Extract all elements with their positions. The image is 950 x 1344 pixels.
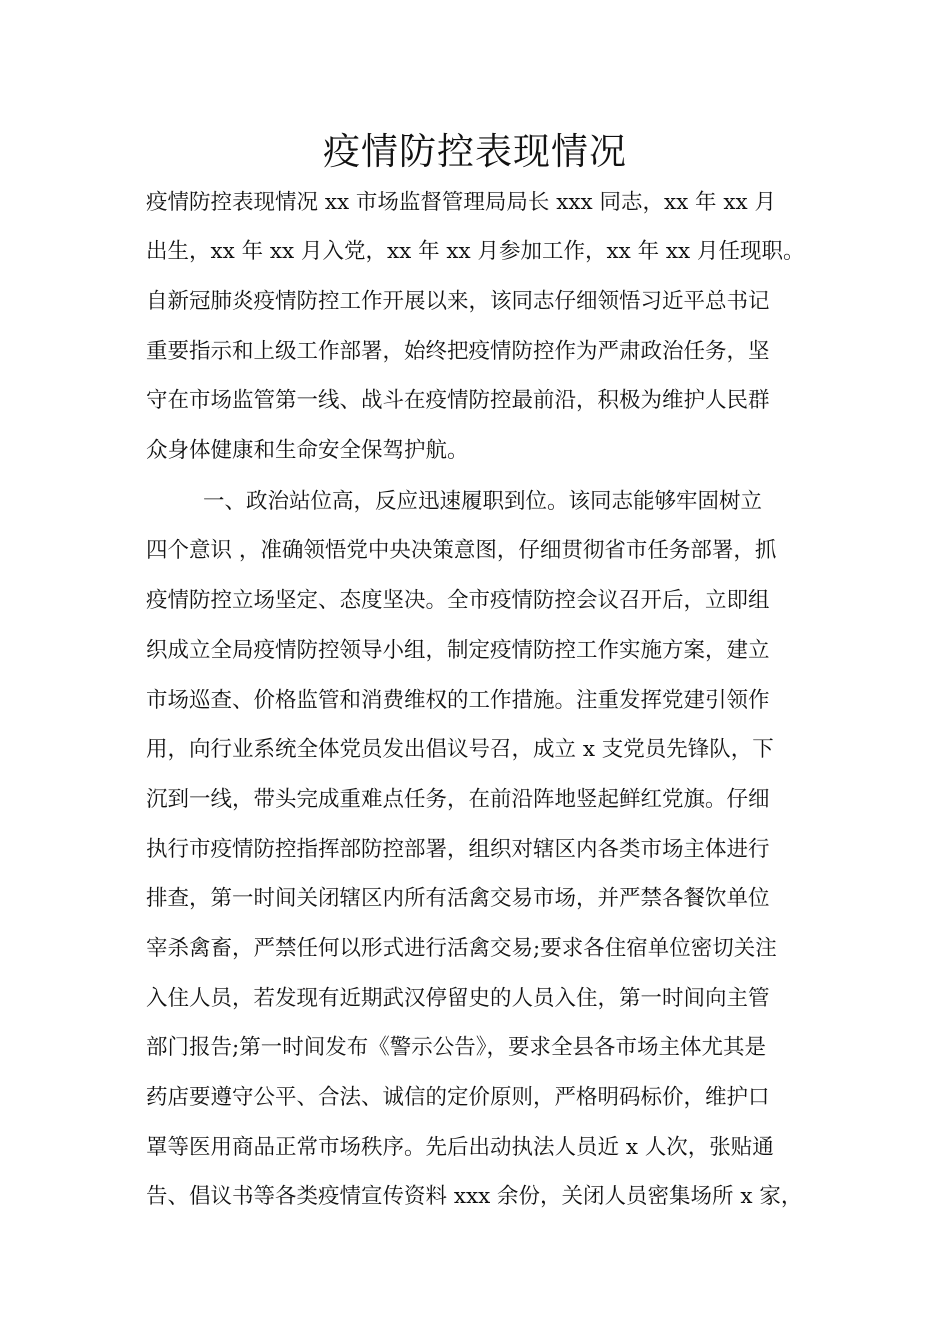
paragraph-line: 重要指示和上级工作部署，始终把疫情防控作为严肃政治任务，坚 bbox=[146, 339, 770, 364]
paragraph-line: 药店要遵守公平、合法、诚信的定价原则，严格明码标价，维护口 bbox=[146, 1085, 770, 1110]
paragraph-line: 四个意识 ，准确领悟党中央决策意图，仔细贯彻省市任务部署，抓 bbox=[146, 538, 777, 563]
paragraph-line: 告、倡议书等各类疫情宣传资料 xxx 余份，关闭人员密集场所 x 家， bbox=[146, 1184, 803, 1209]
paragraph-line: 出生，xx 年 xx 月入党，xx 年 xx 月参加工作，xx 年 xx 月任现职。 bbox=[146, 239, 805, 264]
paragraph-line: 入住人员，若发现有近期武汉停留史的人员入住，第一时间向主管 bbox=[146, 986, 770, 1011]
paragraph-line: 部门报告;第一时间发布《警示公告》，要求全县各市场主体尤其是 bbox=[146, 1035, 766, 1060]
document-title: 疫情防控表现情况 bbox=[323, 130, 627, 173]
paragraph-line: 疫情防控立场坚定、态度坚决。全市疫情防控会议召开后，立即组 bbox=[146, 588, 770, 613]
paragraph-line: 罩等医用商品正常市场秩序。先后出动执法人员近 x 人次，张贴通 bbox=[146, 1135, 774, 1160]
paragraph-line: 市场巡查、价格监管和消费维权的工作措施。注重发挥党建引领作 bbox=[146, 688, 770, 713]
paragraph-line: 守在市场监管第一线、战斗在疫情防控最前沿，积极为维护人民群 bbox=[146, 388, 770, 413]
paragraph-line: 用，向行业系统全体党员发出倡议号召，成立 x 支党员先锋队，下 bbox=[146, 737, 774, 762]
paragraph-line: 疫情防控表现情况 xx 市场监督管理局局长 xxx 同志，xx 年 xx 月 bbox=[146, 190, 776, 215]
paragraph-line: 排查，第一时间关闭辖区内所有活禽交易市场，并严禁各餐饮单位 bbox=[146, 886, 770, 911]
paragraph-line: 宰杀禽畜，严禁任何以形式进行活禽交易;要求各住宿单位密切关注 bbox=[146, 936, 777, 961]
paragraph-line: 一、政治站位高，反应迅速履职到位。该同志能够牢固树立 bbox=[203, 489, 763, 514]
paragraph-line: 织成立全局疫情防控领导小组，制定疫情防控工作实施方案，建立 bbox=[146, 638, 770, 663]
paragraph-line: 执行市疫情防控指挥部防控部署，组织对辖区内各类市场主体进行 bbox=[146, 837, 770, 862]
paragraph-line: 沉到一线，带头完成重难点任务，在前沿阵地竖起鲜红党旗。仔细 bbox=[146, 787, 770, 812]
paragraph-line: 自新冠肺炎疫情防控工作开展以来，该同志仔细领悟习近平总书记 bbox=[146, 289, 770, 314]
paragraph-line: 众身体健康和生命安全保驾护航。 bbox=[146, 438, 469, 463]
